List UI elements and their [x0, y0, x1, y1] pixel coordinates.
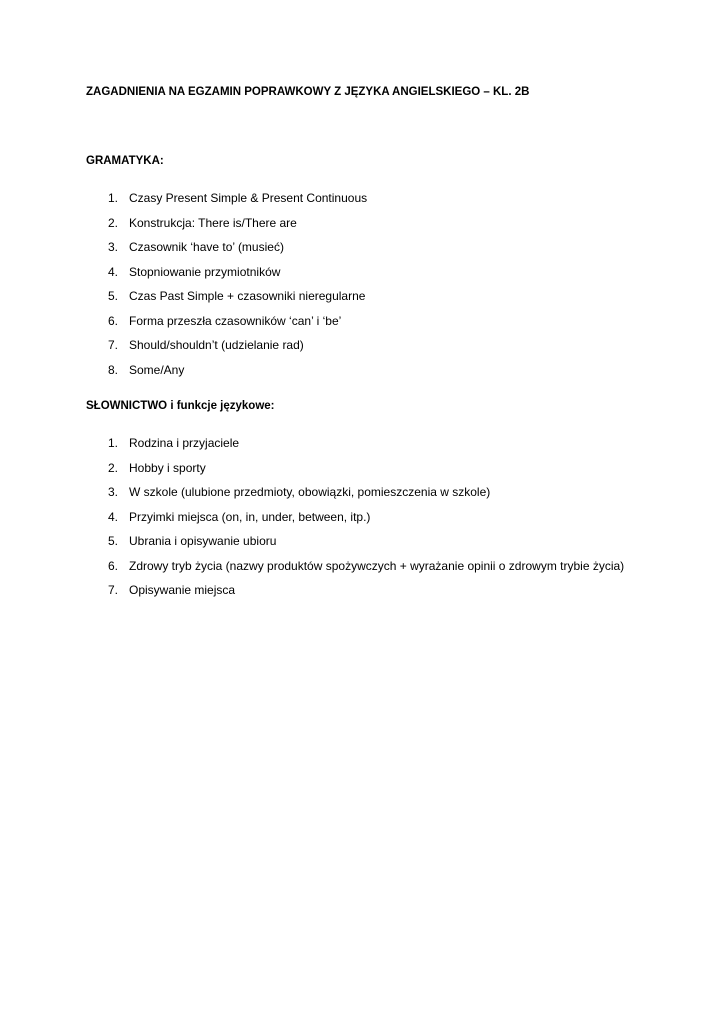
- item-number: 5.: [108, 289, 119, 303]
- item-number: 3.: [108, 485, 119, 499]
- item-text: Hobby i sporty: [129, 460, 206, 475]
- document-title: ZAGADNIENIA NA EGZAMIN POPRAWKOWY Z JĘZYKA ANGIELSKIEGO – KL. 2B: [86, 86, 530, 98]
- item-number: 5.: [108, 534, 119, 548]
- item-number: 1.: [108, 191, 119, 205]
- item-text: Some/Any: [129, 362, 185, 377]
- item-text: Zdrowy tryb życia (nazwy produktów spożywczych + wyrażanie opinii o zdrowym trybie życia): [129, 558, 625, 573]
- item-number: 4.: [108, 264, 119, 279]
- grammar-heading: GRAMATYKA:: [86, 155, 164, 167]
- vocabulary-heading: SŁOWNICTWO i funkcje językowe:: [86, 400, 275, 412]
- item-number: 2.: [108, 460, 119, 475]
- item-text: Rodzina i przyjaciele: [129, 436, 240, 450]
- item-text: Opisywanie miejsca: [129, 583, 236, 597]
- item-number: 4.: [108, 509, 119, 524]
- item-number: 7.: [108, 338, 119, 352]
- item-text: Przyimki miejsca (on, in, under, between, itp.): [129, 509, 371, 524]
- item-number: 7.: [108, 583, 119, 597]
- item-text: Czasy Present Simple & Present Continuous: [129, 191, 368, 205]
- item-text: Should/shouldn’t (udzielanie rad): [129, 338, 304, 352]
- item-number: 8.: [108, 362, 119, 377]
- item-text: W szkole (ulubione przedmioty, obowiązki, pomieszczenia w szkole): [129, 485, 491, 499]
- item-text: Czasownik ‘have to’ (musieć): [129, 240, 284, 254]
- item-number: 2.: [108, 215, 119, 230]
- item-text: Stopniowanie przymiotników: [129, 264, 281, 279]
- item-text: Ubrania i opisywanie ubioru: [129, 534, 277, 548]
- item-number: 6.: [108, 558, 119, 573]
- item-text: Czas Past Simple + czasowniki nieregularne: [129, 289, 366, 303]
- item-text: Konstrukcja: There is/There are: [129, 215, 297, 230]
- item-number: 3.: [108, 240, 119, 254]
- item-number: 6.: [108, 313, 119, 328]
- item-text: Forma przeszła czasowników ‘can’ i ‘be’: [129, 313, 342, 328]
- item-number: 1.: [108, 436, 119, 450]
